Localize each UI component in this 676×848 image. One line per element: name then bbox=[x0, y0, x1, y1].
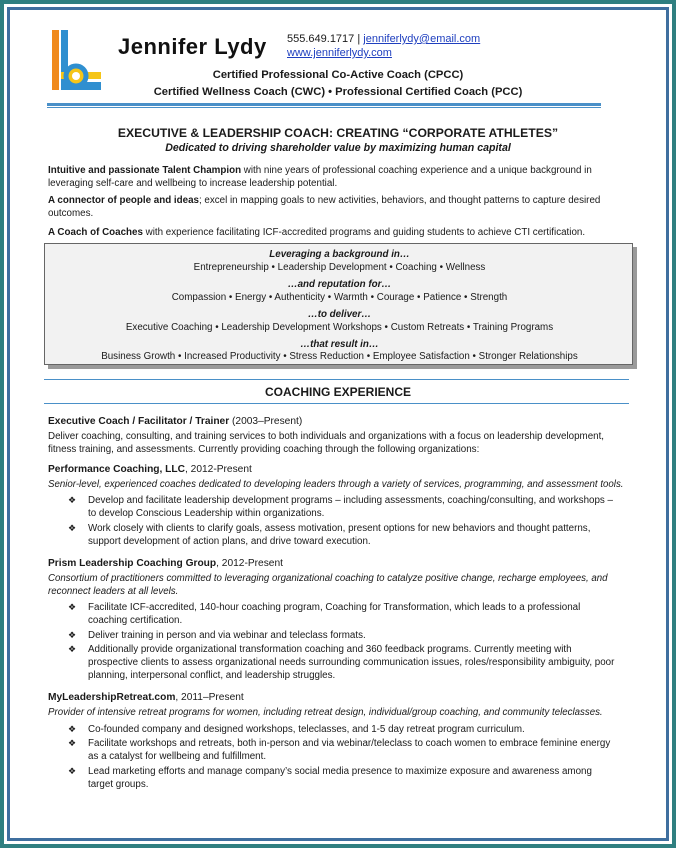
job-dates: , 2012-Present bbox=[216, 558, 283, 569]
job-description: Senior-level, experienced coaches dedicated to developing leaders through a variety of services, programming, and assessment tools. bbox=[48, 479, 624, 490]
job-org: Prism Leadership Coaching Group bbox=[48, 558, 217, 569]
highlights-head-4: …that result in… bbox=[300, 339, 379, 350]
phone: 555.649.1717 | bbox=[287, 33, 361, 45]
diamond-bullet-icon: ❖ bbox=[68, 630, 77, 640]
diamond-bullet-icon: ❖ bbox=[68, 766, 77, 776]
diamond-bullet-icon: ❖ bbox=[68, 644, 77, 654]
job-description: Consortium of practitioners committed to leveraging organizational coaching to catalyze positive change, recharge employees, and reconnect leaders at all levels. bbox=[48, 573, 608, 597]
highlights-head-2: …and reputation for… bbox=[287, 279, 392, 290]
summary-3 bbox=[48, 226, 614, 239]
cert-line-2: Certified Wellness Coach (CWC) • Professional Certified Coach (PCC) bbox=[153, 86, 523, 98]
summary-2-text: ; excel in mapping goals to new activities, behaviors, and thought patterns to capture desired outcomes. bbox=[48, 195, 601, 219]
job-org: MyLeadershipRetreat.com bbox=[48, 692, 176, 703]
diamond-bullet-icon: ❖ bbox=[68, 495, 77, 505]
section-rule-bottom bbox=[44, 403, 629, 404]
bullet-text: Facilitate workshops and retreats, both in-person and via webinar/teleclass to coach women to embrace feminine energy as a catalyst for wellbeing and fulfillment. bbox=[88, 738, 611, 762]
job-heading bbox=[48, 464, 252, 475]
diamond-bullet-icon: ❖ bbox=[68, 602, 77, 612]
bullet-text: Co-founded company and designed workshops, teleclasses, and 1-5 day retreat program curriculum. bbox=[88, 724, 525, 735]
job-heading bbox=[48, 558, 283, 569]
cert-line-1: Certified Professional Co-Active Coach (CPCC) bbox=[212, 69, 464, 81]
highlights-head-1: Leveraging a background in… bbox=[269, 249, 410, 260]
name-text: Jennifer Lydy bbox=[118, 34, 267, 59]
summary-3-bold: A Coach of Coaches bbox=[48, 227, 143, 238]
role-description: Deliver coaching, consulting, and training services to both individuals and organizations with a focus on leadership development, fitness training, and assessments. Currently providing coaching through the following organizations: bbox=[48, 431, 605, 455]
bullet-text: Lead marketing efforts and manage company’s social media presence to maximize exposure and awareness among target groups. bbox=[88, 766, 592, 790]
section-rule-top bbox=[44, 379, 629, 380]
job-org: Performance Coaching, LLC bbox=[48, 464, 185, 475]
highlights-line-1: Entrepreneurship • Leadership Development • Coaching • Wellness bbox=[193, 262, 486, 273]
summary-3-text: with experience facilitating ICF-accredited programs and guiding students to achieve CTI certification. bbox=[142, 227, 586, 238]
job-heading bbox=[48, 692, 244, 703]
summary-1-bold: Intuitive and passionate Talent Champion bbox=[48, 165, 242, 176]
bullet-text: Work closely with clients to clarify goals, assess motivation, present options for new behaviors and thought patterns, support development of action plans, and drive toward execution. bbox=[88, 523, 591, 547]
contact-block bbox=[287, 32, 480, 60]
summary-2-bold: A connector of people and ideas bbox=[48, 195, 199, 206]
diamond-bullet-icon: ❖ bbox=[68, 738, 77, 748]
headline-title: EXECUTIVE & LEADERSHIP COACH: CREATING “CORPORATE ATHLETES” bbox=[117, 126, 559, 140]
highlights-head-3: …to deliver… bbox=[307, 309, 372, 320]
summary-2 bbox=[48, 194, 614, 220]
highlights-box bbox=[44, 243, 633, 365]
highlights-line-2: Compassion • Energy • Authenticity • Warmth • Courage • Patience • Strength bbox=[171, 292, 508, 303]
website-link[interactable]: www.jenniferlydy.com bbox=[287, 47, 392, 59]
role-title: Executive Coach / Facilitator / Trainer bbox=[48, 416, 230, 427]
highlights-line-3: Executive Coaching • Leadership Development Workshops • Custom Retreats • Training Programs bbox=[125, 322, 554, 333]
role-heading bbox=[48, 416, 302, 427]
header-rule-thin bbox=[47, 107, 601, 108]
bullet-text: Develop and facilitate leadership development programs – including assessments, coaching/consulting, and workshops – to develop Conscious Leadership within organizations. bbox=[88, 495, 613, 519]
summary-1 bbox=[48, 164, 614, 190]
candidate-name bbox=[118, 34, 267, 60]
highlights-line-4: Business Growth • Increased Productivity • Stress Reduction • Employee Satisfaction • Stronger Relationships bbox=[101, 351, 578, 362]
section-title-experience: COACHING EXPERIENCE bbox=[264, 385, 412, 399]
header-rule-thick bbox=[47, 103, 601, 106]
email-link[interactable]: jenniferlydy@email.com bbox=[363, 33, 481, 45]
bullet-text: Additionally provide organizational transformation coaching and 360 feedback programs. Currently meeting with prospective clients to assess organizational needs surrounding communication issues, roles/responsibility ambiguity, poor planning, interpersonal conflict, and leadership struggles. bbox=[88, 644, 615, 681]
summary-1-text: with nine years of professional coaching experience and a unique background in leveraging self-care and wellbeing to increase leadership potential. bbox=[48, 165, 592, 189]
job-dates: , 2012-Present bbox=[185, 464, 252, 475]
job-description: Provider of intensive retreat programs for women, including retreat design, individual/group coaching, and community teleclasses. bbox=[48, 707, 603, 718]
bullet-text: Deliver training in person and via webinar and teleclass formats. bbox=[88, 630, 366, 641]
job-dates: , 2011–Present bbox=[175, 692, 244, 703]
diamond-bullet-icon: ❖ bbox=[68, 724, 77, 734]
role-dates: (2003–Present) bbox=[229, 416, 303, 427]
diamond-bullet-icon: ❖ bbox=[68, 523, 77, 533]
bullet-text: Facilitate ICF-accredited, 140-hour coaching program, Coaching for Transformation, which leads to a professional coaching certification. bbox=[88, 602, 581, 626]
headline-subtitle: Dedicated to driving shareholder value by maximizing human capital bbox=[165, 142, 511, 154]
